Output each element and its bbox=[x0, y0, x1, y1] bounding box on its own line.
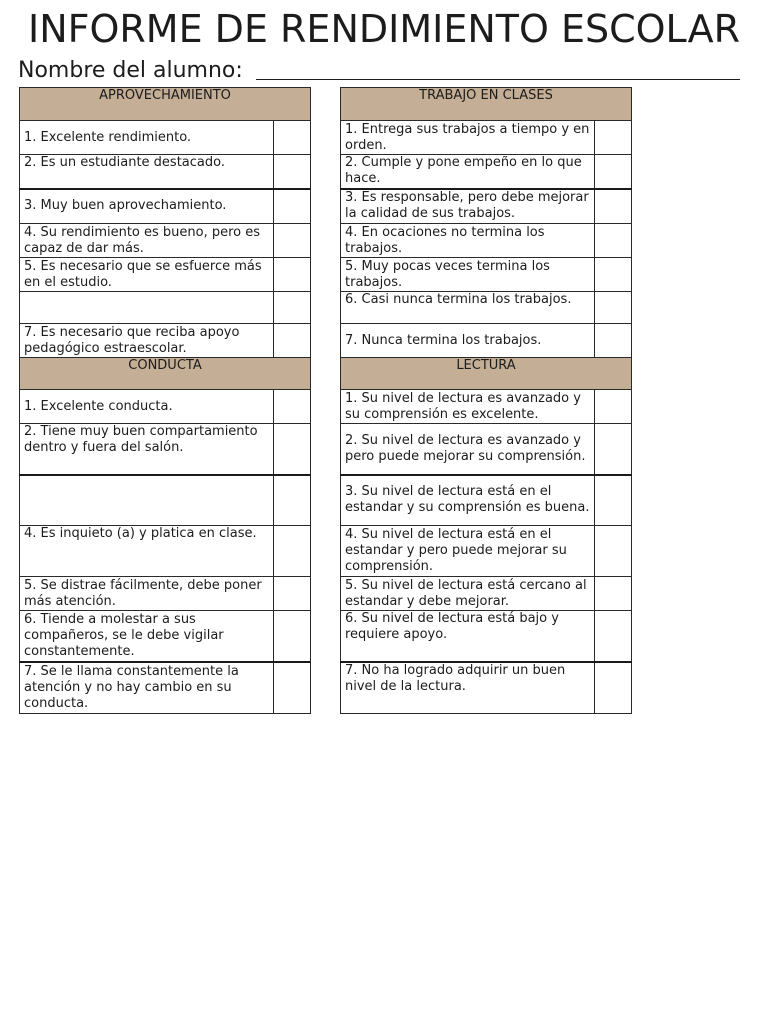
conducta-checkbox-2[interactable] bbox=[274, 424, 311, 475]
aprovechamiento-checkbox-2[interactable] bbox=[274, 155, 311, 189]
aprovechamiento-checkbox-6[interactable] bbox=[274, 292, 311, 324]
conducta-checkbox-1[interactable] bbox=[274, 390, 311, 424]
lectura-item-7: 7. No ha logrado adquirir un buen nivel de la lectura. bbox=[341, 662, 595, 714]
lectura-checkbox-1[interactable] bbox=[595, 390, 632, 424]
aprovechamiento-checkbox-7[interactable] bbox=[274, 324, 311, 358]
aprovechamiento-table bbox=[19, 87, 311, 358]
conducta-item-3 bbox=[20, 475, 274, 526]
trabajo-item-5: 5. Muy pocas veces termina los trabajos. bbox=[341, 258, 595, 292]
aprovechamiento-item-2: 2. Es un estudiante destacado. bbox=[20, 155, 274, 189]
lectura-checkbox-4[interactable] bbox=[595, 526, 632, 577]
aprovechamiento-item-6 bbox=[20, 292, 274, 324]
lectura-item-4: 4. Su nivel de lectura está en el estandar y pero puede mejorar su comprensión. bbox=[341, 526, 595, 577]
conducta-item-7: 7. Se le llama constantemente la atención y no hay cambio en su conducta. bbox=[20, 662, 274, 714]
trabajo-table bbox=[340, 87, 632, 358]
conducta-item-2: 2. Tiene muy buen compartamiento dentro y fuera del salón. bbox=[20, 424, 274, 475]
aprovechamiento-item-5: 5. Es necesario que se esfuerce más en el estudio. bbox=[20, 258, 274, 292]
lectura-item-6: 6. Su nivel de lectura está bajo y requiere apoyo. bbox=[341, 611, 595, 662]
aprovechamiento-checkbox-1[interactable] bbox=[274, 121, 311, 155]
trabajo-item-2: 2. Cumple y pone empeño en lo que hace. bbox=[341, 155, 595, 189]
lectura-item-1: 1. Su nivel de lectura es avanzado y su comprensión es excelente. bbox=[341, 390, 595, 424]
conducta-checkbox-3[interactable] bbox=[274, 475, 311, 526]
lectura-item-3: 3. Su nivel de lectura está en el estandar y su comprensión es buena. bbox=[341, 475, 595, 526]
trabajo-item-4: 4. En ocaciones no termina los trabajos. bbox=[341, 224, 595, 258]
conducta-checkbox-4[interactable] bbox=[274, 526, 311, 577]
trabajo-item-7: 7. Nunca termina los trabajos. bbox=[341, 324, 595, 358]
conducta-header: CONDUCTA bbox=[20, 358, 311, 390]
aprovechamiento-header: APROVECHAMIENTO bbox=[20, 88, 311, 121]
conducta-checkbox-6[interactable] bbox=[274, 611, 311, 662]
trabajo-checkbox-1[interactable] bbox=[595, 121, 632, 155]
trabajo-checkbox-5[interactable] bbox=[595, 258, 632, 292]
lectura-item-2: 2. Su nivel de lectura es avanzado y pero puede mejorar su comprensión. bbox=[341, 424, 595, 475]
lectura-checkbox-5[interactable] bbox=[595, 577, 632, 611]
conducta-table bbox=[19, 357, 311, 714]
lectura-item-5: 5. Su nivel de lectura está cercano al estandar y debe mejorar. bbox=[341, 577, 595, 611]
conducta-checkbox-7[interactable] bbox=[274, 662, 311, 714]
aprovechamiento-item-1: 1. Excelente rendimiento. bbox=[20, 121, 274, 155]
lectura-checkbox-2[interactable] bbox=[595, 424, 632, 475]
lectura-table bbox=[340, 357, 632, 714]
aprovechamiento-item-4: 4. Su rendimiento es bueno, pero es capaz de dar más. bbox=[20, 224, 274, 258]
trabajo-checkbox-6[interactable] bbox=[595, 292, 632, 324]
trabajo-checkbox-2[interactable] bbox=[595, 155, 632, 189]
lectura-header: LECTURA bbox=[341, 358, 632, 390]
aprovechamiento-checkbox-3[interactable] bbox=[274, 189, 311, 224]
lectura-checkbox-7[interactable] bbox=[595, 662, 632, 714]
trabajo-checkbox-4[interactable] bbox=[595, 224, 632, 258]
trabajo-checkbox-3[interactable] bbox=[595, 189, 632, 224]
aprovechamiento-item-3: 3. Muy buen aprovechamiento. bbox=[20, 189, 274, 224]
page-title: INFORME DE RENDIMIENTO ESCOLAR bbox=[28, 7, 740, 51]
conducta-item-1: 1. Excelente conducta. bbox=[20, 390, 274, 424]
trabajo-item-1: 1. Entrega sus trabajos a tiempo y en orden. bbox=[341, 121, 595, 155]
student-name-line[interactable] bbox=[256, 79, 740, 80]
aprovechamiento-item-7: 7. Es necesario que reciba apoyo pedagógico estraescolar. bbox=[20, 324, 274, 358]
conducta-item-6: 6. Tiende a molestar a sus compañeros, se le debe vigilar constantemente. bbox=[20, 611, 274, 662]
trabajo-item-3: 3. Es responsable, pero debe mejorar la calidad de sus trabajos. bbox=[341, 189, 595, 224]
student-name-label: Nombre del alumno: bbox=[18, 58, 243, 83]
conducta-checkbox-5[interactable] bbox=[274, 577, 311, 611]
trabajo-checkbox-7[interactable] bbox=[595, 324, 632, 358]
aprovechamiento-checkbox-5[interactable] bbox=[274, 258, 311, 292]
lectura-checkbox-3[interactable] bbox=[595, 475, 632, 526]
conducta-item-4: 4. Es inquieto (a) y platica en clase. bbox=[20, 526, 274, 577]
trabajo-item-6: 6. Casi nunca termina los trabajos. bbox=[341, 292, 595, 324]
trabajo-header: TRABAJO EN CLASES bbox=[341, 88, 632, 121]
lectura-checkbox-6[interactable] bbox=[595, 611, 632, 662]
conducta-item-5: 5. Se distrae fácilmente, debe poner más atención. bbox=[20, 577, 274, 611]
aprovechamiento-checkbox-4[interactable] bbox=[274, 224, 311, 258]
